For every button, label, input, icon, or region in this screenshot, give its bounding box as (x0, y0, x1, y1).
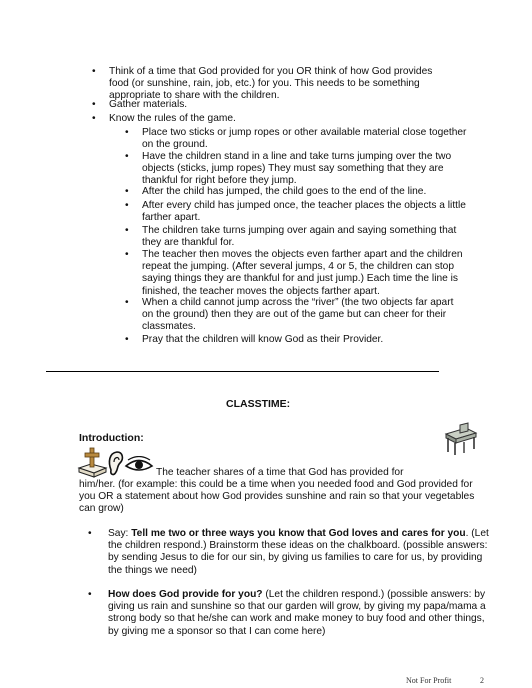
bullet-dot: • (125, 127, 129, 138)
rule-text: The children take turns jumping over again and saying something that they are thankful for. (142, 225, 457, 249)
rule-text: After every child has jumped once, the teacher places the objects a little farther apart. (142, 200, 466, 224)
bullet-dot: • (125, 200, 129, 211)
say-bullet-text (108, 528, 490, 577)
say-prefix: Say: (108, 528, 132, 539)
prep-bullet-3 (92, 113, 452, 126)
bible-cross-icon (77, 446, 109, 480)
provide-rest: (Let the children respond.) (possible answers: by giving us rain and sunshine so that our garden will grow, by giving my papa/mama a strong body so that he/she can work and make money to buy food and other things, by giving me a sponsor so that I can come here) (108, 589, 486, 637)
say-question: Tell me two or three ways you know that God loves and cares for you (131, 528, 466, 539)
bullet-dot: • (125, 249, 129, 260)
intro-paragraph: him/her. (for example: this could be a time when you needed food and God provided for you OR a statement about how God provides sunshine and rain so that your vegetables can grow) (79, 479, 475, 515)
classroom-desk-icon (440, 422, 480, 456)
ear-icon (107, 450, 125, 477)
prep-bullet-text: Know the rules of the game. (109, 113, 236, 124)
bullet-dot: • (125, 297, 129, 308)
provide-bullet-text (108, 589, 490, 638)
section-divider (46, 371, 439, 372)
prep-bullet-1 (92, 66, 452, 103)
page-number: 2 (480, 676, 484, 685)
bullet-dot: • (125, 151, 129, 162)
prep-bullet-text: Think of a time that God provided for you OR think of how God provides food (or sunshine, rain, job, etc.) for you. This needs to be something appropriate to share with the children. (109, 66, 433, 102)
provide-question: How does God provide for you? (108, 589, 263, 600)
rule-text: Pray that the children will know God as their Provider. (142, 334, 384, 345)
prep-bullet-text: Gather materials. (109, 99, 188, 110)
rule-text: Have the children stand in a line and take turns jumping over the two objects (sticks, jump ropes) They must say something that they are thankful for right before they jump. (142, 151, 452, 187)
prep-bullet-2 (92, 99, 452, 112)
rule-text: Place two sticks or jump ropes or other available material close together on the ground. (142, 127, 467, 151)
bullet-dot: • (125, 186, 129, 197)
footer-not-for-profit: Not For Profit (406, 676, 452, 685)
bullet-dot: • (92, 66, 96, 77)
bullet-dot: • (88, 589, 92, 600)
bullet-dot: • (88, 528, 92, 539)
bullet-dot: • (92, 99, 96, 110)
say-rest: . (Let the children respond.) Brainstorm these ideas on the chalkboard. (possible answers: by sending Jesus to die for our sin, by giving us families to care for us, by providing the things we need) (108, 528, 489, 576)
rule-text: The teacher then moves the objects even farther apart and the children repeat the jumping. (After several jumps, 4 or 5, the children can stop saying things they are thankful for and just jump.) Each time the line is finished, the teacher moves the objects farther apart. (142, 249, 463, 297)
bullet-dot: • (92, 113, 96, 124)
rule-text: After the child has jumped, the child goes to the end of the line. (142, 186, 427, 197)
intro-first-line: The teacher shares of a time that God has provided for (156, 467, 404, 478)
classtime-heading: CLASSTIME: (226, 398, 291, 410)
bullet-dot: • (125, 334, 129, 345)
eye-icon (124, 456, 154, 474)
bullet-dot: • (125, 225, 129, 236)
introduction-label: Introduction: (79, 432, 144, 444)
rule-text: When a child cannot jump across the “river” (the two objects far apart on the ground) then they are out of the game but can cheer for their classmates. (142, 297, 454, 333)
